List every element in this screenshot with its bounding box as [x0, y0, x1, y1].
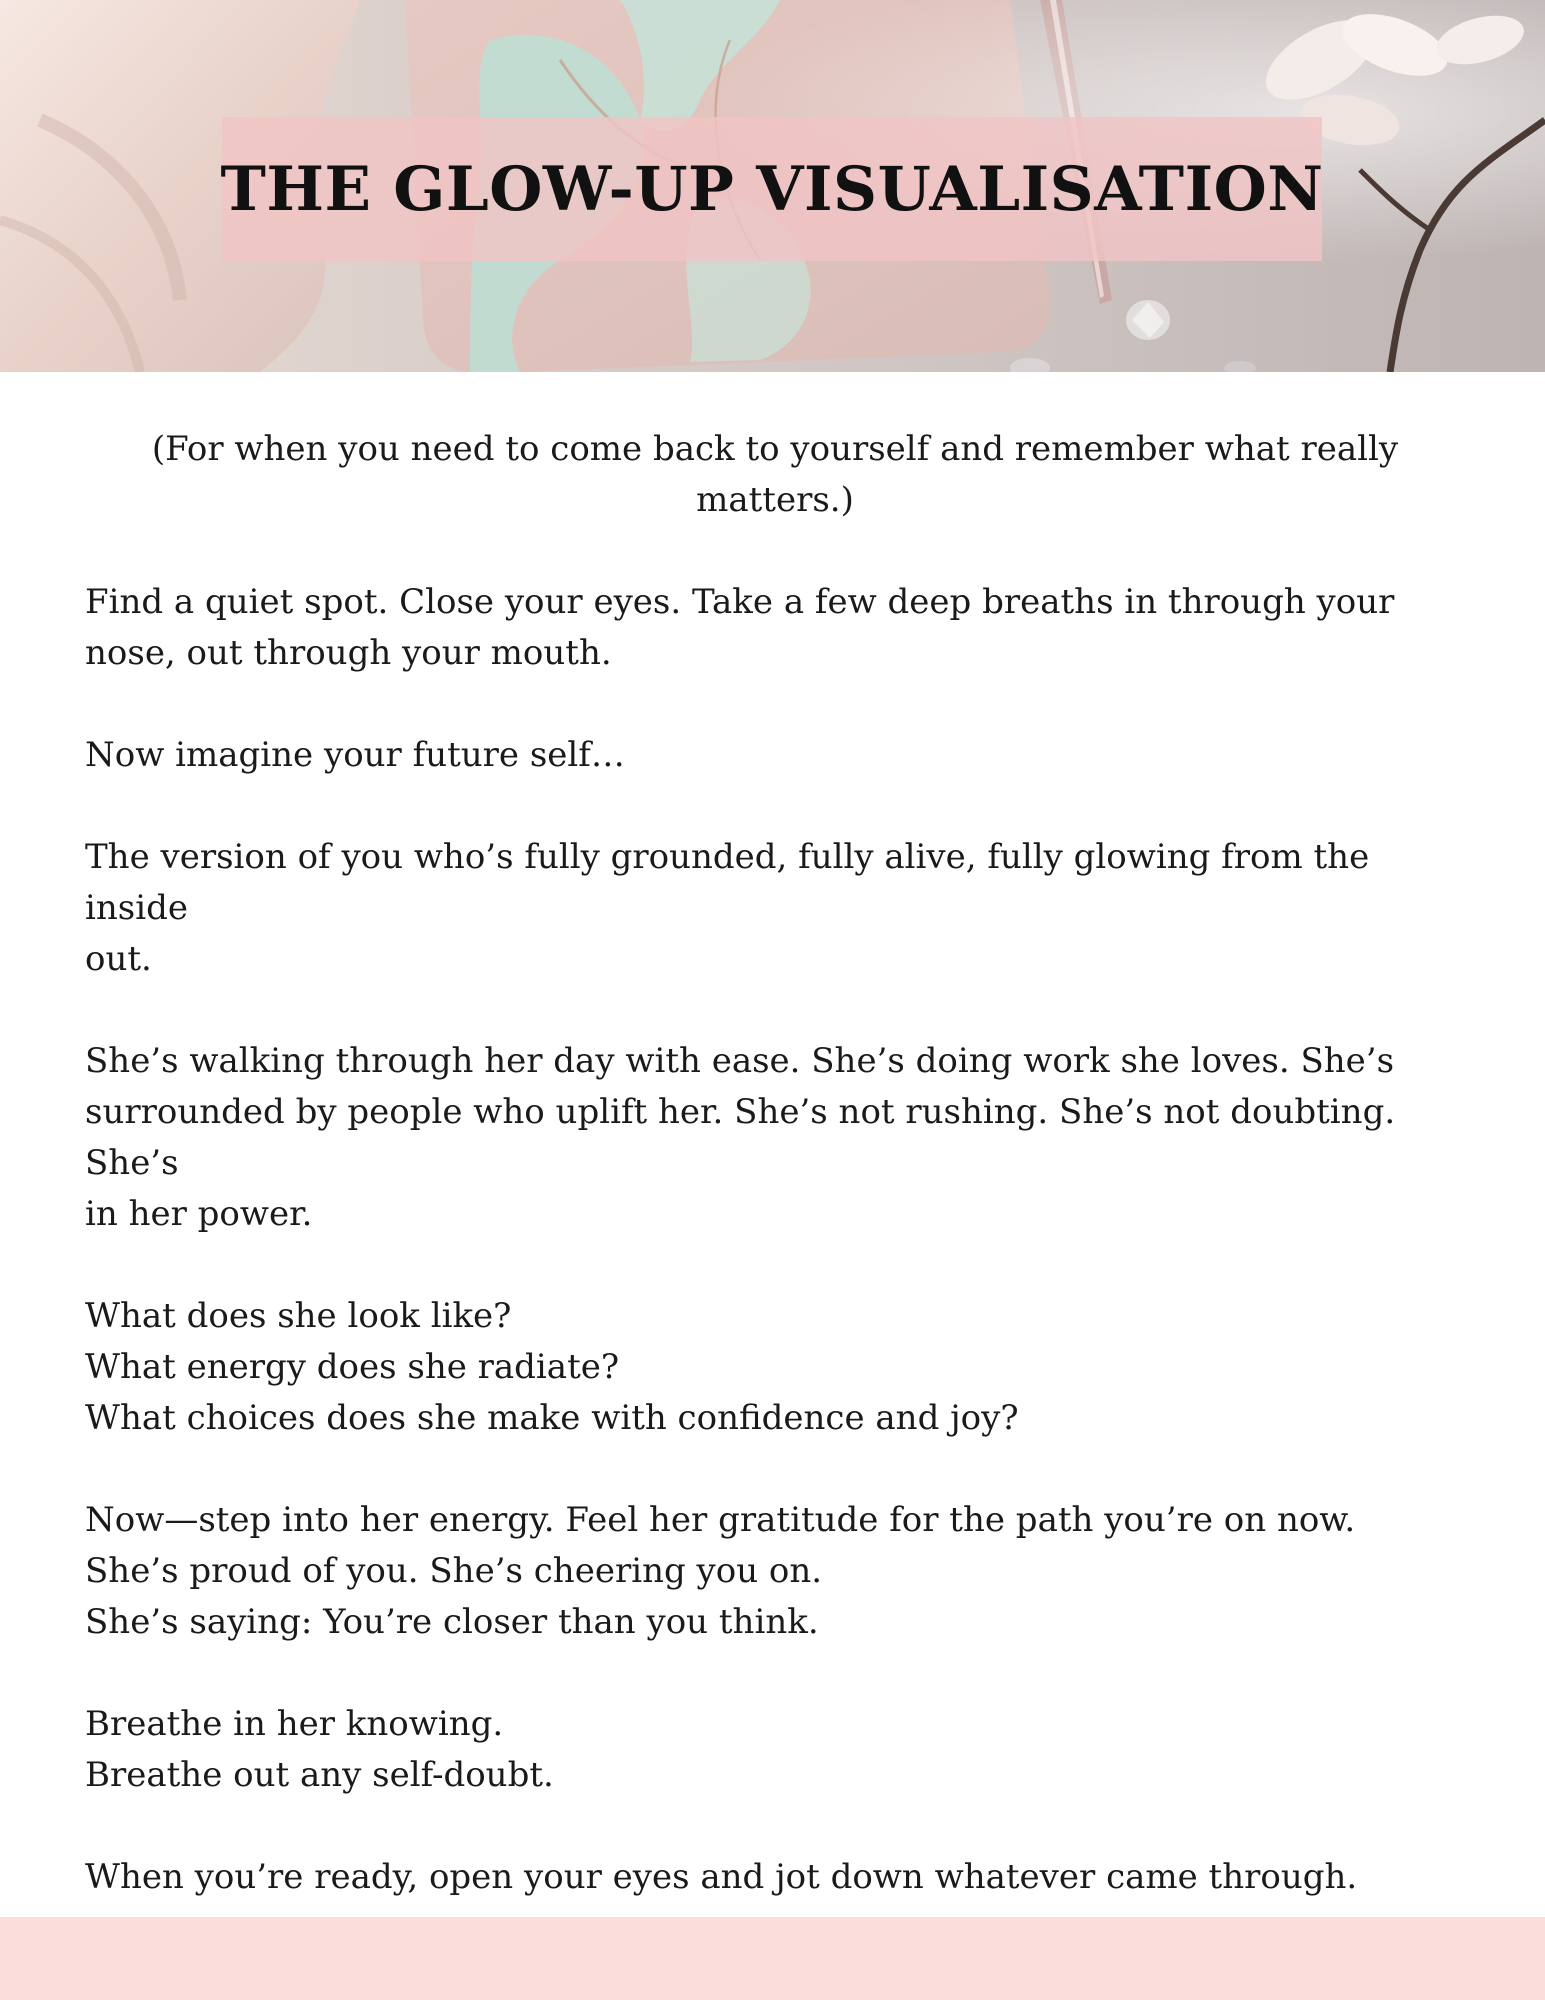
paragraph-line: Now—step into her energy. Feel her gratitude for the path you’re on now.	[85, 1500, 1356, 1540]
paragraph	[85, 1291, 1465, 1444]
title-banner	[222, 117, 1322, 261]
paragraph-line: in her power.	[85, 1194, 313, 1234]
footer-band	[0, 1917, 1545, 2000]
paragraph-line: What energy does she radiate?	[85, 1347, 620, 1387]
paragraph-line: She’s walking through her day with ease. She’s doing work she loves. She’s	[85, 1041, 1395, 1081]
document-body	[85, 424, 1465, 1903]
paragraph-line: Breathe out any self-doubt.	[85, 1755, 554, 1795]
paragraph-line: nose, out through your mouth.	[85, 633, 612, 673]
page-title: THE GLOW-UP VISUALISATION	[220, 153, 1324, 225]
paragraph-line: The version of you who’s fully grounded, fully alive, fully glowing from the inside	[85, 837, 1370, 928]
paragraph-line: surrounded by people who uplift her. She’s not rushing. She’s not doubting. She’s	[85, 1092, 1396, 1183]
paragraph-line: Breathe in her knowing.	[85, 1704, 504, 1744]
header-photo	[0, 0, 1545, 372]
subtitle: (For when you need to come back to yourself and remember what really matters.)	[151, 429, 1399, 520]
paragraph-line: Now imagine your future self…	[85, 735, 625, 775]
paragraph-line: What does she look like?	[85, 1296, 512, 1336]
paragraph-line: Find a quiet spot. Close your eyes. Take a few deep breaths in through your	[85, 582, 1395, 622]
paragraph-line: She’s saying: You’re closer than you think.	[85, 1602, 819, 1642]
paragraph-line: out.	[85, 939, 152, 979]
paragraph-line: She’s proud of you. She’s cheering you on.	[85, 1551, 823, 1591]
paragraph	[85, 1852, 1465, 1903]
paragraph	[85, 832, 1465, 985]
paragraph	[85, 1699, 1465, 1801]
paragraph-line: What choices does she make with confidence and joy?	[85, 1398, 1019, 1438]
paragraph-line: When you’re ready, open your eyes and jot down whatever came through.	[85, 1857, 1358, 1897]
paragraph	[85, 730, 1465, 781]
paragraph	[85, 1036, 1465, 1240]
paragraph	[85, 577, 1465, 679]
paragraph	[85, 1495, 1465, 1648]
